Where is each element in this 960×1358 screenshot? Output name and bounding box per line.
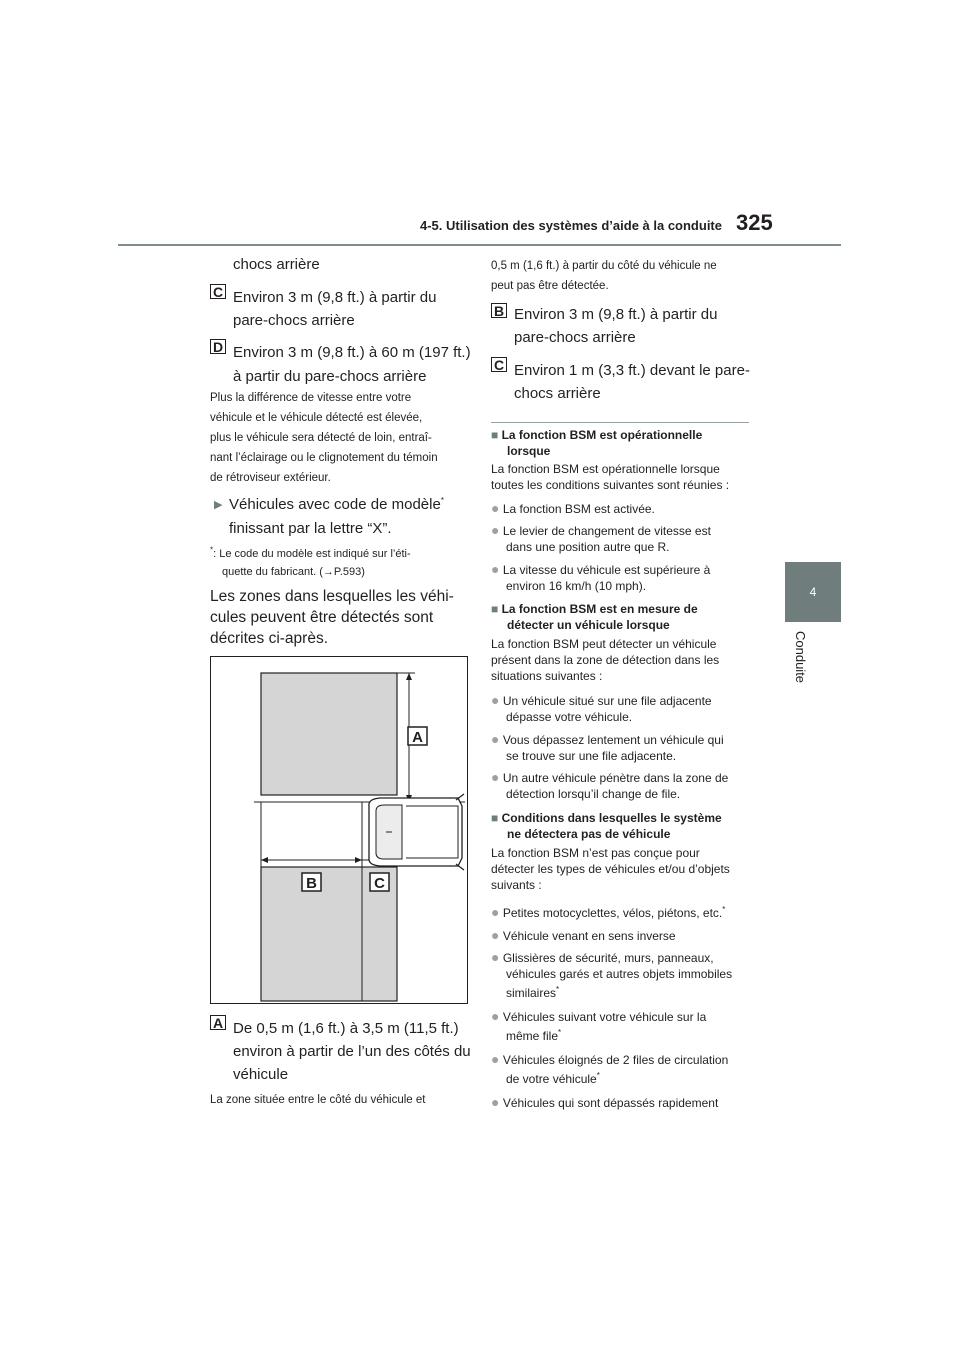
list-item: ● La fonction BSM est activée. — [491, 500, 655, 516]
section-not-detected-title: ■ Conditions dans lesquelles le système ne détectera pas de véhicule — [491, 811, 722, 841]
c2-text-line1: Environ 1 m (3,3 ft.) devant le pare- — [514, 362, 750, 379]
d-text-line2: à partir du pare-chocs arrière — [233, 368, 427, 385]
speed-note-line: véhicule et le véhicule détecté est élevée, — [210, 412, 423, 424]
bullet-icon: ● — [491, 1008, 500, 1024]
speed-note — [210, 388, 470, 488]
a-text-line2: environ à partir de l’un des côtés du — [233, 1043, 471, 1060]
header-rule — [118, 244, 841, 246]
list-item: ● Véhicules qui sont dépassés rapidement — [491, 1094, 719, 1110]
triangle-bullet-icon: ▶ — [214, 499, 223, 511]
bullet-icon: ● — [491, 927, 500, 943]
list-item: ● Le levier de changement de vitesse est dans une position autre que R. — [491, 522, 711, 554]
label-c: C — [210, 284, 226, 299]
c2-text-line2: chocs arrière — [514, 385, 601, 402]
a-note-cont-line2: peut pas être détectée. — [491, 280, 609, 292]
c-text-line2: pare-chocs arrière — [233, 312, 355, 329]
bullet-icon: ● — [491, 731, 500, 747]
label-c-2: C — [491, 357, 507, 372]
bullet-icon: ● — [491, 949, 500, 965]
a-note-cont-line1: 0,5 m (1,6 ft.) à partir du côté du véhicule ne — [491, 260, 717, 272]
bullet-icon: ● — [491, 500, 500, 516]
a-text-line3: véhicule — [233, 1066, 289, 1083]
chapter-label: Conduite — [793, 631, 808, 684]
list-item: ● Véhicules suivant votre véhicule sur la même file* — [491, 1008, 707, 1043]
footnote-mark: * — [722, 905, 726, 914]
speed-note-line: Plus la différence de vitesse entre votre — [210, 392, 412, 404]
section-not-detected-intro: La fonction BSM n’est pas conçue pour détecter les types de véhicules et/ou d’objets suivants : — [491, 846, 730, 892]
c-text-continued: chocs arrière — [233, 256, 320, 273]
model-line2: finissant par la lettre “X”. — [229, 520, 392, 537]
label-b: B — [491, 303, 507, 318]
footnote-line2: quette du fabricant. (→P.593) — [222, 566, 365, 578]
bullet-icon: ● — [491, 692, 500, 708]
list-item: ● Glissières de sécurité, murs, panneaux, véhicules garés et autres objets immobiles similaires* — [491, 949, 733, 1000]
section-bsm-detect-intro: La fonction BSM peut détecter un véhicule présent dans la zone de détection dans les situations suivantes : — [491, 637, 720, 683]
square-bullet-icon: ■ — [491, 602, 499, 616]
square-bullet-icon: ■ — [491, 811, 499, 825]
diagram-label-b: B — [306, 875, 317, 892]
speed-note-line: de rétroviseur extérieur. — [210, 472, 331, 484]
list-item: ● Vous dépassez lentement un véhicule qui se trouve sur une file adjacente. — [491, 731, 724, 763]
list-item: ● Véhicule venant en sens inverse — [491, 927, 676, 943]
model-line1: Véhicules avec code de modèle* — [229, 496, 444, 513]
header-title: 4-5. Utilisation des systèmes d’aide à la conduite — [420, 218, 722, 233]
section-bsm-operational-intro: La fonction BSM est opérationnelle lorsque toutes les conditions suivantes sont réunies : — [491, 462, 730, 492]
a-text-line1: De 0,5 m (1,6 ft.) à 3,5 m (11,5 ft.) — [233, 1020, 459, 1037]
list-item: ● La vitesse du véhicule est supérieure à environ 16 km/h (10 mph). — [491, 561, 711, 593]
a-note: La zone située entre le côté du véhicule et — [210, 1094, 426, 1106]
list-item: ● Petites motocyclettes, vélos, piétons, etc.* — [491, 904, 726, 920]
detection-zone-diagram — [210, 656, 468, 1004]
diagram-label-c: C — [374, 875, 385, 892]
bullet-icon: ● — [491, 1094, 500, 1110]
footnote-line1: *: Le code du modèle est indiqué sur l’éti- — [210, 545, 411, 560]
footnote-mark: * — [558, 1028, 562, 1037]
label-d: D — [210, 339, 226, 354]
bullet-icon: ● — [491, 561, 500, 577]
speed-note-line: plus le véhicule sera détecté de loin, entraî- — [210, 432, 432, 444]
page-number: 325 — [736, 210, 773, 235]
d-text-line1: Environ 3 m (9,8 ft.) à 60 m (197 ft.) — [233, 344, 471, 361]
list-item: ● Véhicules éloignés de 2 files de circulation de votre véhicule* — [491, 1051, 729, 1086]
diagram-label-a: A — [412, 729, 423, 746]
chapter-tab — [785, 562, 841, 622]
section-bsm-detect-title: ■ La fonction BSM est en mesure de détecter un véhicule lorsque — [491, 602, 698, 632]
footnote-mark: * — [596, 1071, 600, 1080]
bullet-icon: ● — [491, 904, 500, 920]
bullet-icon: ● — [491, 522, 500, 538]
section-divider — [491, 422, 749, 423]
list-item: ● Un véhicule situé sur une file adjacente dépasse votre véhicule. — [491, 692, 712, 724]
label-a: A — [210, 1015, 226, 1030]
bullet-icon: ● — [491, 769, 500, 785]
section-bsm-operational-title: ■ La fonction BSM est opérationnelle lorsque — [491, 428, 703, 458]
list-item: ● Un autre véhicule pénètre dans la zone de détection lorsqu’il change de file. — [491, 769, 729, 801]
b-text-line1: Environ 3 m (9,8 ft.) à partir du — [514, 306, 718, 323]
zone-d-rect — [261, 673, 397, 795]
c-text-line1: Environ 3 m (9,8 ft.) à partir du — [233, 289, 437, 306]
footnote-mark: * — [440, 496, 444, 505]
vehicle-icon — [369, 794, 464, 870]
bullet-icon: ● — [491, 1051, 500, 1067]
zones-intro: Les zones dans lesquelles les véhi- cules peuvent être détectés sont décrites ci-après. — [210, 588, 454, 647]
b-text-line2: pare-chocs arrière — [514, 329, 636, 346]
footnote-mark: * — [556, 985, 560, 994]
chapter-number: 4 — [809, 585, 817, 599]
speed-note-line: nant l’éclairage ou le clignotement du témoin — [210, 452, 438, 464]
square-bullet-icon: ■ — [491, 428, 499, 442]
